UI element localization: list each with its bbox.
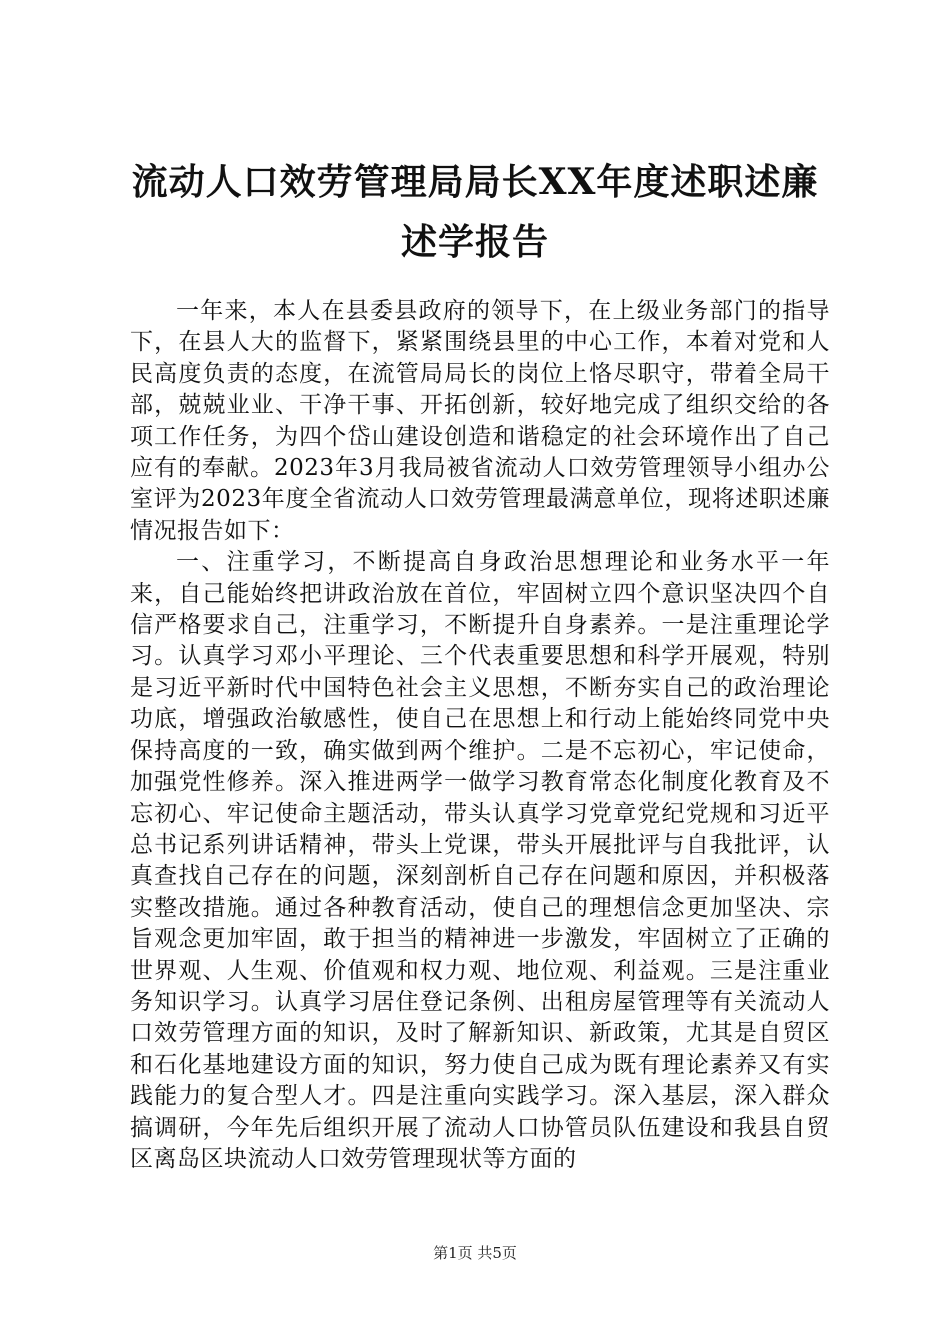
paragraph-section-one: 一、注重学习，不断提高自身政治思想理论和业务水平一年来，自己能始终把讲政治放在首位，牢固树立四个意识坚决四个自信严格要求自己，注重学习，不断提升自身素养。一是注重理论学习。认真学习邓小平理论、三个代表重要思想和科学开展观，特别是习近平新时代中国特色社会主义思想，不断夯实自己的政治理论功底，增强政治敏感性，使自己在思想上和行动上能始终同党中央保持高度的一致，确实做到两个维护。二是不忘初心，牢记使命，加强党性修养。深入推进两学一做学习教育常态化制度化教育及不忘初心、牢记使命主题活动，带头认真学习党章党纪党规和习近平总书记系列讲话精神，带头上党课，带头开展批评与自我批评，认真查找自己存在的问题，深刻剖析自己存在问题和原因，并积极落实整改措施。通过各种教育活动，使自己的理想信念更加坚决、宗旨观念更加牢固，敢于担当的精神进一步激发，牢固树立了正确的世界观、人生观、价值观和权力观、地位观、利益观。三是注重业务知识学习。认真学习居住登记条例、出租房屋管理等有关流动人口效劳管理方面的知识，及时了解新知识、新政策，尤其是自贸区和石化基地建设方面的知识，努力使自己成为既有理论素养又有实践能力的复合型人才。四是注重向实践学习。深入基层，深入群众搞调研，今年先后组织开展了流动人口协管员队伍建设和我县自贸区离岛区块流动人口效劳管理现状等方面的 — [130, 549, 830, 1172]
document-title: 流动人口效劳管理局局长XX年度述职述廉述学报告 — [131, 161, 819, 263]
paragraph-intro: 一年来，本人在县委县政府的领导下，在上级业务部门的指导下，在县人大的监督下，紧紧围绕县里的中心工作，本着对党和人民高度负责的态度，在流管局局长的岗位上恪尽职守，带着全局干部，兢兢业业、干净干事、开拓创新，较好地完成了组织交给的各项工作任务，为四个岱山建设创造和谐稳定的社会环境作出了自己应有的奉献。2023年3月我局被省流动人口效劳管理领导小组办公室评为2023年度全省流动人口效劳管理最满意单位，现将述职述廉情况报告如下： — [130, 298, 830, 544]
page-number-footer: 第1页 共5页 — [433, 1244, 517, 1262]
document-body — [130, 296, 830, 1175]
